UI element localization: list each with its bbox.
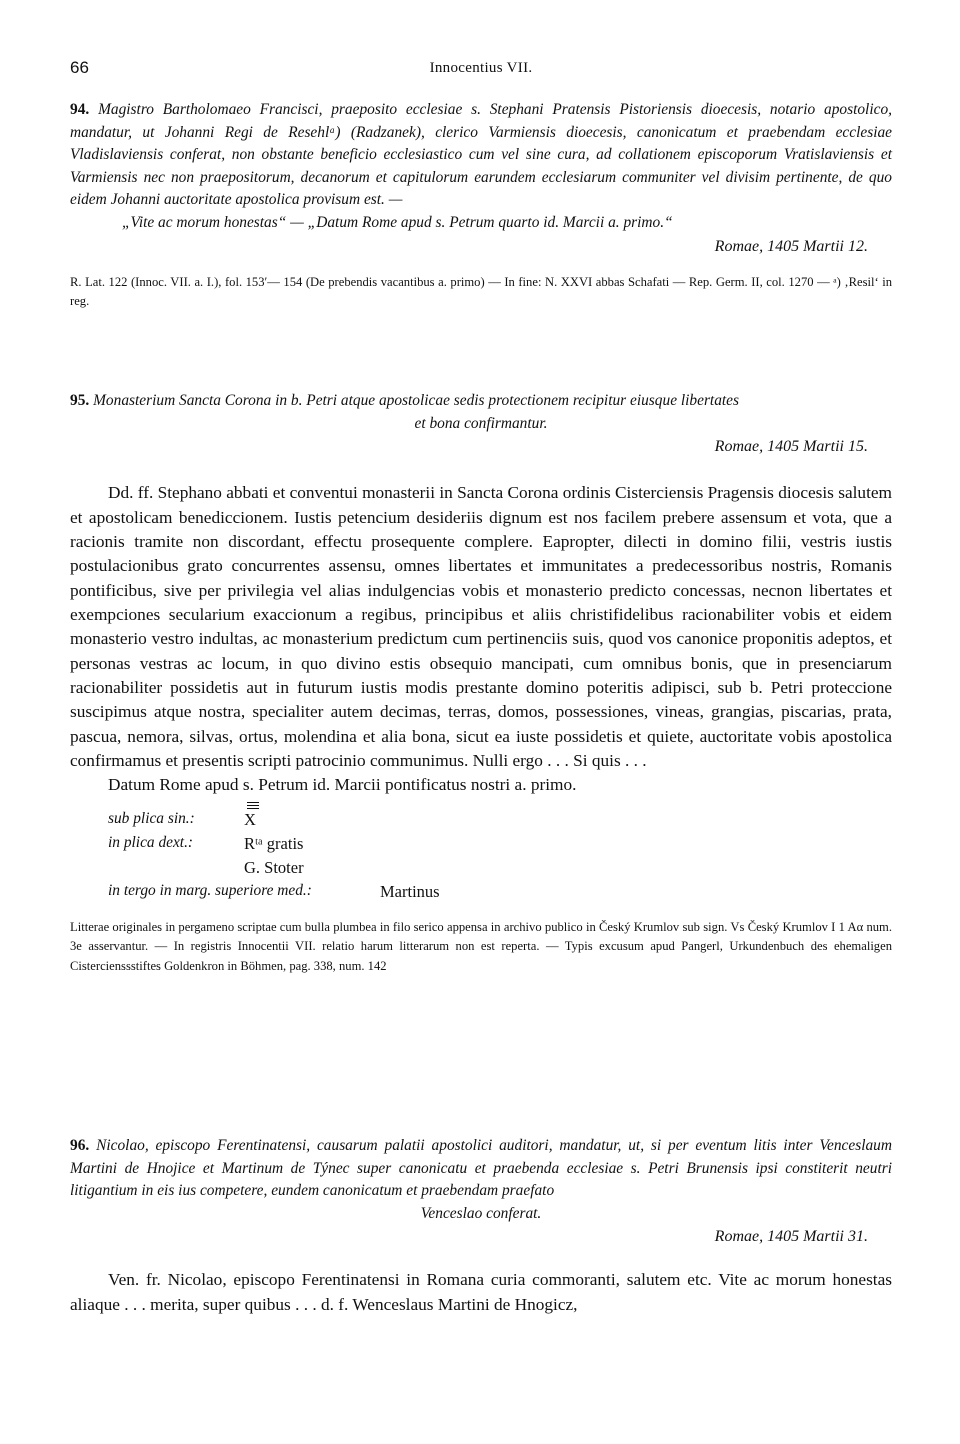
document-page (70, 0, 892, 1444)
tergo-row (70, 882, 892, 906)
tergo-value: Martinus (380, 881, 440, 901)
page-number: 66 (70, 58, 89, 77)
scribe-name: G. Stoter (244, 857, 304, 877)
running-title: Innocentius VII. (429, 60, 533, 76)
entry-96-number: 96. (70, 1137, 90, 1154)
entry-95 (70, 390, 892, 976)
entry-96-text: Ven. fr. Nicolao, episcopo Ferentinatensi in Romana curia commoranti, salutem etc. Vite ac morum honestas aliaque . . . merita, super quibus . . . d. f. Wenceslaus Martini de Hnogicz, (70, 1270, 892, 1314)
entry-94-regest-text: Magistro Bartholomaeo Francisci, praeposito ecclesiae s. Stephani Pratensis Pistoriensis dioecesis, notario apostolico, mandatur, ut Johanni Regi de Resehlᵃ) (Radzanek), clerico Varmiensis dioecesis, canonicatum et praebendam ecclesiae Vladislaviensis conferat, non obstante beneficio ecclesiastico cum vel sine cura, ad collationem episcoporum Vratislaviensis et Varmiensis nec non praepositorum, decanorum et capitulorum earundem ecclesiarum communiter vel divisim pertinente, de quo eidem Johanni auctoritate apostolica provisum est. — (70, 101, 892, 209)
entry-95-date: Romae, 1405 Martii 15. (714, 438, 868, 456)
entry-95-datum: Datum Rome apud s. Petrum id. Marcii pontificatus nostri a. primo. (108, 775, 577, 795)
entry-94-note: R. Lat. 122 (Innoc. VII. a. I.), fol. 153′— 154 (De prebendis vacantibus a. primo) — In fine: N. XXVI abbas Schafati — Rep. Germ. II, col. 1270 — ᵃ) ‚Resil‘ in reg. (70, 274, 892, 309)
entry-95-regest-text: Monasterium Sancta Corona in b. Petri atque apostolicae sedis protectionem recipitur eiusque libertates (93, 392, 740, 409)
entry-94-incipit: „Vite ac morum honestas“ — „Datum Rome apud s. Petrum quarto id. Marcii a. primo.“ (122, 213, 673, 231)
entry-96-regest (70, 1135, 892, 1203)
entry-95-text: Dd. ff. Stephano abbati et conventui monasterii in Sancta Corona ordinis Cisterciensis Pragensis diocesis salutem et apostolicam benediccionem. Iustis petencium desideriis dignum est nos facilem prebere assensum et vota, que a racionis tramite non discordant, effectu prosequente complere. Eapropter, dilecti in domino filii, vestris iustis postulacionibus grato concurrentes assensu, omnes libertates et immunitates a predecessoribus nostris, Romanis pontificibus, sive per privilegia vel alias indulgencias vobis et monasterio predicto concessas, necnon libertates et exempciones secularium exaccionum a regibus, principibus et aliis christifidelibus racionabiliter vobis et eidem monasterio vestro indultas, ac monasterium predictum cum pertinenciis suis, quod vos canonice proponitis adeptos, et personas vestras ac locum, in quo divino estis obsequio mancipati, cum omnibus bonis, que in presenciarum racionabiliter possidetis aut in futurum iustis modis prestante domino poteritis adipisci, sub b. Petri proteccione suscipimus atque nostra, specialiter autem decimas, terras, domos, possessiones, vineas, grangias, piscarias, prata, pascua, nemora, silvas, ortus, molendina et alia bona, sicut ea iuste possidetis et quiete, auctoritate vobis apostolica confirmamus et presentis scripti patrocinio communimus. Nulli ergo . . . Si quis . . . (70, 483, 892, 770)
in-plica-row (70, 834, 892, 858)
entry-95-regest-end: et bona confirmantur. (414, 414, 548, 432)
page-header (70, 58, 892, 82)
entry-94 (70, 99, 892, 312)
entry-96 (70, 1135, 892, 1317)
tergo-label: in tergo in marg. superiore med.: (108, 881, 312, 899)
sub-plica-value: X (244, 809, 256, 829)
entry-94-date: Romae, 1405 Martii 12. (714, 237, 868, 255)
scribe-row (70, 858, 892, 882)
entry-96-regest-end: Venceslao conferat. (420, 1204, 542, 1222)
entry-95-number: 95. (70, 392, 90, 409)
entry-94-number: 94. (70, 101, 90, 118)
sub-plica-label: sub plica sin.: (108, 809, 195, 827)
entry-94-regest (70, 99, 892, 212)
in-plica-value: Rᵗᵃ gratis (244, 833, 304, 853)
sub-plica-row (70, 810, 892, 834)
entry-96-regest-text: Nicolao, episcopo Ferentinatensi, causarum palatii apostolici auditori, mandatur, ut, si per eventum litis inter Venceslaum Martini de Hnojice et Martinum de Týnec super canonicatu et praebenda ecclesiae s. Petri Brunensis ipsi constiterit neutri litigantium in eis ius competere, eundem canonicatum et praebendam praefato (70, 1137, 892, 1200)
entry-95-note: Litterae originales in pergameno scriptae cum bulla plumbea in filo serico appensa in archivo publico in Český Krumlov sub sign. Vs Český Krumlov I 1 Aα num. 3e asservantur. — In registris Innocentii VII. relatio harum litterarum non est reperta. — Typis excusum apud Pangerl, Urkundenbuch des ehemaligen Cistercienssstiftes Goldenkron in Böhmen, pag. 338, num. 142 (70, 919, 892, 973)
in-plica-label: in plica dext.: (108, 833, 194, 851)
entry-95-regest (70, 390, 892, 413)
entry-96-date: Romae, 1405 Martii 31. (714, 1228, 868, 1246)
